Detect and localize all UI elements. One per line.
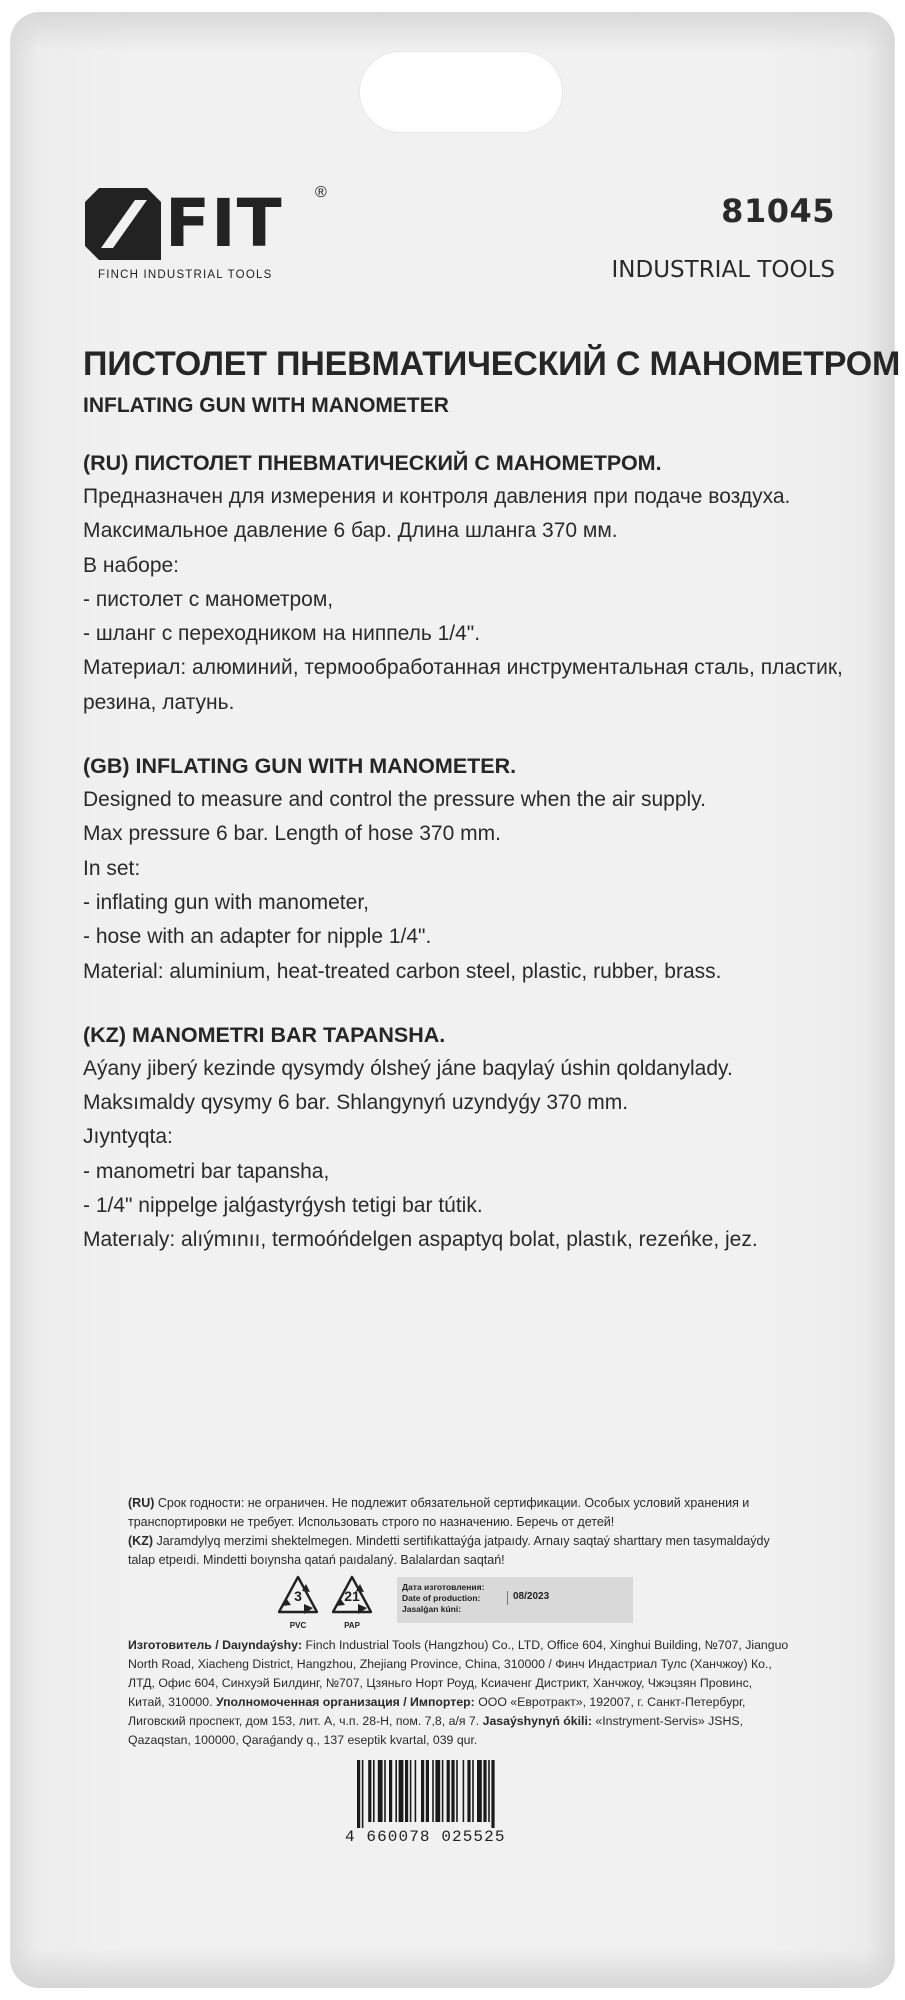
section-line: Jıyntyqta:: [83, 1125, 173, 1149]
date-label-ru: Дата изготовления:: [402, 1582, 485, 1592]
barcode-bar: [447, 1760, 450, 1822]
section-line: - manometri bar tapansha,: [83, 1159, 330, 1183]
hang-hole: [360, 52, 562, 132]
recycle-pvc: [276, 1574, 324, 1632]
manufacturer-info: [128, 1636, 792, 1750]
barcode-bar: [362, 1760, 364, 1828]
date-label-kz: Jasalǵan kúni:: [402, 1604, 462, 1614]
manufacturer-label: Изготовитель / Daıyndaýshy:: [128, 1638, 303, 1652]
recycle-label: PVC: [289, 1621, 307, 1630]
section-line: Material: aluminium, heat-treated carbon steel, plastic, rubber, brass.: [83, 959, 722, 983]
barcode-bar: [410, 1760, 412, 1822]
barcode-bar: [357, 1760, 360, 1828]
fine-print: [128, 1494, 792, 1570]
section-line: Maksımaldy qysymy 6 bar. Shlangynyń uzyndyǵy 370 mm.: [83, 1091, 629, 1115]
barcode-bars: [345, 1758, 561, 1830]
section-heading: (KZ) MANOMETRI BAR TAPANSHA.: [83, 1022, 446, 1047]
section-heading: (GB) INFLATING GUN WITH MANOMETER.: [83, 754, 517, 779]
brand-logo: [83, 184, 343, 284]
barcode-bar: [477, 1760, 482, 1822]
section-line: - inflating gun with manometer,: [83, 890, 369, 914]
fine-print-text: Jaramdylyq merzimi shektelmegen. Mindetti sertifıkattaýǵa jatpaıdy. Arnaıy saqtaý sharttary men tasymaldaýdy talap etpeıdi. Mindetti boıynsha qatań paıdalaný. Balalardan saqtań!: [128, 1534, 770, 1567]
recycle-number: 3: [294, 1588, 302, 1604]
production-date-box: [397, 1577, 633, 1623]
section-line: Designed to measure and control the pressure when the air supply.: [83, 788, 706, 812]
section-line: Materıaly: alıýmınıı, termoóńdelgen aspaptyq bolat, plastık, rezeńke, jez.: [83, 1228, 758, 1252]
section-gb: [83, 749, 843, 989]
title-russian: ПИСТОЛЕТ ПНЕВМАТИЧЕСКИЙ С МАНОМЕТРОМ: [83, 345, 901, 383]
fine-print-kz: [128, 1532, 792, 1570]
barcode-bar: [463, 1760, 465, 1822]
recycle-label: PAP: [344, 1621, 360, 1630]
importer-text: ООО «Евротракт», 192007, г. Санкт-Петербург, Лиговский проспект, дом 153, лит. А, ч.п. 28-Н, пом. 7,8, а/я 7.: [128, 1695, 746, 1728]
barcode-bar: [378, 1760, 383, 1822]
description-sections: [83, 446, 843, 1287]
barcode-bar: [395, 1760, 397, 1822]
section-line: В наборе:: [83, 553, 180, 577]
barcode-number: 4 660078 025525: [345, 1828, 506, 1846]
fit-mark-icon: [83, 184, 163, 264]
barcode-bar: [389, 1760, 392, 1822]
product-code: 81045: [721, 192, 835, 230]
manufacturer-text: Finch Industrial Tools (Hangzhou) Co., LTD, Office 604, Xinghui Building, №707, Jianguo North Road, Xiacheng District, Hangzhou, Zhejiang Province, China, 310000 / Финч Индастриал Тулс (Ханчжоу) Ко., ЛТД, Офис 604, Синхуэй Билдинг, №707, Цзяньго Норт Роуд, Ксиаченг Дистрикт, Ханчжоу, Чжэцзян Провинс, Китай, 310000.: [128, 1638, 789, 1709]
section-line: Максимальное давление 6 бар. Длина шланга 370 мм.: [83, 519, 618, 543]
date-label-en: Date of production:: [402, 1593, 481, 1603]
fine-print-ru: [128, 1494, 792, 1532]
recycle-number: 21: [344, 1588, 360, 1604]
barcode-bar: [451, 1760, 454, 1822]
barcode-bar: [368, 1760, 371, 1822]
barcode-bar: [472, 1760, 474, 1822]
importer-label: Уполномоченная организация / Импортер:: [215, 1695, 475, 1709]
barcode-bar: [384, 1760, 386, 1822]
section-line: - пистолет с манометром,: [83, 587, 334, 611]
barcode-bar: [435, 1760, 440, 1822]
product-category: INDUSTRIAL TOOLS: [611, 257, 835, 283]
barcode-bar: [456, 1760, 458, 1822]
barcode-bar: [488, 1760, 490, 1822]
barcode-bar: [421, 1760, 424, 1822]
barcode-bar: [415, 1760, 417, 1822]
kz-representative-label: Jasaýshynyń ókili:: [482, 1714, 592, 1728]
barcode-bar: [432, 1760, 434, 1822]
date-labels: [402, 1582, 484, 1615]
recycle-pap: [330, 1574, 378, 1632]
section-kz: [83, 1018, 843, 1258]
barcode-bar: [405, 1760, 408, 1822]
barcode-bar: [442, 1760, 444, 1822]
barcode-bar: [373, 1760, 375, 1822]
lang-tag: (KZ): [128, 1534, 153, 1548]
barcode-bar: [467, 1760, 470, 1822]
brand-name: FIT: [165, 185, 283, 262]
barcode-bar: [399, 1760, 404, 1822]
barcode: [345, 1758, 561, 1848]
section-line: - hose with an adapter for nipple 1/4".: [83, 925, 432, 949]
brand-tagline: FINCH INDUSTRIAL TOOLS: [98, 269, 273, 281]
section-heading: (RU) ПИСТОЛЕТ ПНЕВМАТИЧЕСКИЙ С МАНОМЕТРОМ.: [83, 451, 662, 475]
recycling-symbols: [276, 1574, 386, 1634]
date-separator: [507, 1591, 508, 1605]
section-line: Материал: алюминий, термообработанная инструментальная сталь, пластик,: [83, 656, 843, 680]
fine-print-text: Срок годности: не ограничен. Не подлежит обязательной сертификации. Особых условий хранения и транспортировки не требует. Использовать строго по назначению. Беречь от детей!: [128, 1496, 750, 1529]
production-date: 08/2023: [513, 1591, 550, 1602]
section-line: Предназначен для измерения и контроля давления при подаче воздуха.: [83, 485, 791, 508]
lang-tag: (RU): [128, 1496, 155, 1510]
section-line: - 1/4" nippelge jalǵastyrǵysh tetigi bar tútik.: [83, 1194, 483, 1218]
section-line: In set:: [83, 856, 141, 880]
barcode-bar: [426, 1760, 429, 1822]
section-ru: [83, 446, 843, 720]
section-line: резина, латунь.: [83, 690, 235, 714]
title-english: INFLATING GUN WITH MANOMETER: [83, 394, 449, 417]
section-line: - шланг с переходником на ниппель 1/4".: [83, 622, 481, 646]
registered-mark: ®: [315, 184, 327, 201]
barcode-bar: [491, 1760, 494, 1828]
barcode-bar: [483, 1760, 486, 1822]
section-line: Max pressure 6 bar. Length of hose 370 mm.: [83, 822, 501, 846]
kz-representative-text: «Instryment-Servis» JSHS, Qazaqstan, 100000, Qaraǵandy q., 137 eseptik kvartal, 039 qur.: [128, 1714, 743, 1747]
section-line: Aýany jiberý kezinde qysymdy ólsheý jáne baqylaý úshin qoldanylady.: [83, 1056, 733, 1080]
